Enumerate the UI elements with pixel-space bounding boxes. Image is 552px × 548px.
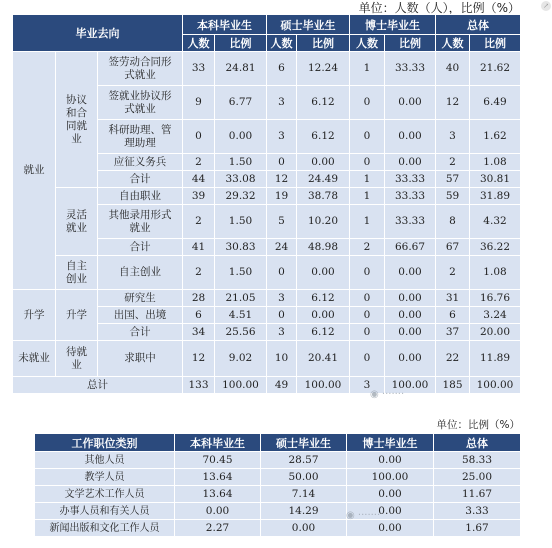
cell-value: 44: [183, 171, 215, 188]
cell-value: 0: [267, 307, 297, 324]
cell-value: 20.41: [297, 341, 350, 377]
cell-value: 22: [436, 341, 470, 377]
header-overall: 总体: [434, 434, 521, 452]
cell-value: 24.81: [215, 52, 267, 86]
cell-value: 33.33: [385, 188, 436, 205]
cell-value: 4.51: [215, 307, 267, 324]
cell-value: 1: [350, 188, 385, 205]
row-label: 研究生: [98, 290, 183, 307]
cell-value: 0: [183, 120, 215, 154]
header-group-doctor: 博士毕业生: [350, 15, 436, 35]
cell-value: 11.67: [434, 486, 521, 503]
row-label: 教学人员: [35, 469, 175, 486]
cell-value: 13.64: [175, 469, 261, 486]
table-row: [35, 452, 521, 469]
watermark-1: ◉ ·······: [370, 389, 405, 400]
cell-value: 28.57: [261, 452, 347, 469]
cell-value: 1: [350, 52, 385, 86]
subcategory-waiting: 待就业: [56, 341, 98, 377]
cell-value: 2: [350, 239, 385, 256]
share-icon[interactable]: ↗: [541, 1, 551, 11]
cell-value: 0.00: [385, 86, 436, 120]
row-label: 求职中: [98, 341, 183, 377]
cell-value: 30.81: [470, 171, 521, 188]
row-label: 合计: [98, 171, 183, 188]
cell-value: 0: [350, 256, 385, 290]
cell-value: 2: [183, 154, 215, 171]
cell-value: 3: [267, 290, 297, 307]
cell-value: 1.50: [215, 154, 267, 171]
cell-value: 33.33: [385, 205, 436, 239]
cell-value: 3.33: [434, 503, 521, 520]
header-destination: 毕业去向: [13, 15, 183, 52]
cell-value: 3: [267, 324, 297, 341]
cell-value: 30.83: [215, 239, 267, 256]
header-ratio: 比例: [385, 35, 436, 52]
cell-value: 24: [267, 239, 297, 256]
table-row: [35, 503, 521, 520]
table-row: [35, 520, 521, 537]
cell-value: 21.62: [470, 52, 521, 86]
header-doctor: 博士毕业生: [347, 434, 434, 452]
cell-value: 0.00: [385, 290, 436, 307]
row-label: 签就业协议形式就业: [98, 86, 183, 120]
cell-value: 21.05: [215, 290, 267, 307]
cell-value: 12: [267, 171, 297, 188]
cell-value: 1.50: [215, 256, 267, 290]
row-label: 合计: [98, 239, 183, 256]
unit-note-2: 单位：比例（%）: [436, 419, 520, 431]
cell-value: 0.00: [347, 503, 434, 520]
cell-value: 100.00: [297, 377, 350, 394]
cell-value: 33: [183, 52, 215, 86]
header-count: 人数: [183, 35, 215, 52]
row-label: 出国、出境: [98, 307, 183, 324]
cell-value: 1.67: [434, 520, 521, 537]
category-unemployed: 未就业: [13, 341, 56, 377]
cell-value: 70.45: [175, 452, 261, 469]
cell-value: 6: [436, 307, 470, 324]
total-label: 总计: [13, 377, 183, 394]
cell-value: 38.78: [297, 188, 350, 205]
cell-value: 0.00: [347, 452, 434, 469]
cell-value: 50.00: [261, 469, 347, 486]
cell-value: 0: [350, 120, 385, 154]
cell-value: 10: [267, 341, 297, 377]
cell-value: 0: [267, 154, 297, 171]
cell-value: 66.67: [385, 239, 436, 256]
graduate-destination-table: [12, 14, 521, 394]
cell-value: 10.20: [297, 205, 350, 239]
row-label: 自由职业: [98, 188, 183, 205]
header-group-master: 硕士毕业生: [267, 15, 350, 35]
cell-value: 58.33: [434, 452, 521, 469]
cell-value: 31.89: [470, 188, 521, 205]
cell-value: 9.02: [215, 341, 267, 377]
row-label: 应征义务兵: [98, 154, 183, 171]
cell-value: 1.08: [470, 154, 521, 171]
cell-value: 0.00: [347, 486, 434, 503]
cell-value: 48.98: [297, 239, 350, 256]
row-label: 科研助理、管理助理: [98, 120, 183, 154]
cell-value: 33.33: [385, 52, 436, 86]
cell-value: 20.00: [470, 324, 521, 341]
cell-value: 0.00: [347, 520, 434, 537]
cell-value: 3: [267, 120, 297, 154]
cell-value: 185: [436, 377, 470, 394]
header-undergrad: 本科毕业生: [175, 434, 261, 452]
header-ratio: 比例: [215, 35, 267, 52]
cell-value: 1.50: [215, 205, 267, 239]
cell-value: 100.00: [470, 377, 521, 394]
cell-value: 0: [350, 341, 385, 377]
table-row: [13, 188, 521, 205]
cell-value: 2: [436, 154, 470, 171]
cell-value: 6.12: [297, 290, 350, 307]
header-ratio: 比例: [297, 35, 350, 52]
cell-value: 0.00: [297, 256, 350, 290]
header-count: 人数: [436, 35, 470, 52]
cell-value: 0: [350, 154, 385, 171]
cell-value: 0.00: [175, 503, 261, 520]
header-ratio: 比例: [470, 35, 521, 52]
cell-value: 0.00: [385, 120, 436, 154]
cell-value: 31: [436, 290, 470, 307]
cell-value: 16.76: [470, 290, 521, 307]
cell-value: 33.33: [385, 171, 436, 188]
cell-value: 39: [183, 188, 215, 205]
cell-value: 2: [183, 256, 215, 290]
cell-value: 0.00: [385, 307, 436, 324]
category-employment: 就业: [13, 52, 56, 290]
cell-value: 0.00: [215, 120, 267, 154]
cell-value: 0.00: [385, 324, 436, 341]
cell-value: 7.14: [261, 486, 347, 503]
cell-value: 4.32: [470, 205, 521, 239]
cell-value: 11.89: [470, 341, 521, 377]
cell-value: 40: [436, 52, 470, 86]
cell-value: 5: [267, 205, 297, 239]
cell-value: 41: [183, 239, 215, 256]
cell-value: 37: [436, 324, 470, 341]
table-row: [13, 52, 521, 86]
header-job-category: 工作职位类别: [35, 434, 175, 452]
cell-value: 33.08: [215, 171, 267, 188]
job-category-table: [34, 433, 521, 537]
row-label: 签劳动合同形式就业: [98, 52, 183, 86]
cell-value: 2.27: [175, 520, 261, 537]
row-label: 合计: [98, 324, 183, 341]
watermark-2: ◉ ·······: [346, 510, 381, 521]
cell-value: 34: [183, 324, 215, 341]
cell-value: 0.00: [385, 341, 436, 377]
row-label: 新闻出版和文化工作人员: [35, 520, 175, 537]
cell-value: 6.12: [297, 324, 350, 341]
unit-note-1: 单位：人数（人），比例（%）: [358, 1, 520, 15]
cell-value: 0.00: [385, 154, 436, 171]
cell-value: 0.00: [297, 154, 350, 171]
cell-value: 1.62: [470, 120, 521, 154]
cell-value: 100.00: [385, 377, 436, 394]
cell-value: 6.49: [470, 86, 521, 120]
category-study: 升学: [13, 290, 56, 341]
cell-value: 1: [350, 205, 385, 239]
cell-value: 24.49: [297, 171, 350, 188]
cell-value: 59: [436, 188, 470, 205]
table-row: [13, 341, 521, 377]
cell-value: 13.64: [175, 486, 261, 503]
cell-value: 19: [267, 188, 297, 205]
cell-value: 0: [267, 256, 297, 290]
cell-value: 6.12: [297, 86, 350, 120]
cell-value: 28: [183, 290, 215, 307]
cell-value: 49: [267, 377, 297, 394]
cell-value: 0.00: [261, 520, 347, 537]
header-master: 硕士毕业生: [261, 434, 347, 452]
cell-value: 8: [436, 205, 470, 239]
subcategory-study: 升学: [56, 290, 98, 341]
cell-value: 12: [436, 86, 470, 120]
row-label: 办事人员和有关人员: [35, 503, 175, 520]
cell-value: 0: [350, 324, 385, 341]
header-group-overall: 总体: [436, 15, 521, 35]
cell-value: 6: [183, 307, 215, 324]
header-count: 人数: [350, 35, 385, 52]
table-row: [13, 290, 521, 307]
cell-value: 12: [183, 341, 215, 377]
row-label: 其他人员: [35, 452, 175, 469]
table-row: [35, 469, 521, 486]
cell-value: 29.32: [215, 188, 267, 205]
cell-value: 100.00: [215, 377, 267, 394]
cell-value: 100.00: [347, 469, 434, 486]
cell-value: 3: [436, 120, 470, 154]
table-row: [35, 486, 521, 503]
cell-value: 2: [183, 205, 215, 239]
subcategory-agreement: 协议和合同就业: [56, 52, 98, 188]
header-count: 人数: [267, 35, 297, 52]
cell-value: 3.24: [470, 307, 521, 324]
table-row: [13, 256, 521, 290]
cell-value: 6: [267, 52, 297, 86]
subcategory-self-employed: 自主创业: [56, 256, 98, 290]
cell-value: 14.29: [261, 503, 347, 520]
cell-value: 0: [350, 307, 385, 324]
cell-value: 25.00: [434, 469, 521, 486]
cell-value: 6.77: [215, 86, 267, 120]
header-group-undergrad: 本科毕业生: [183, 15, 267, 35]
table-row-total: [13, 377, 521, 394]
cell-value: 0: [350, 290, 385, 307]
cell-value: 36.22: [470, 239, 521, 256]
cell-value: 3: [267, 86, 297, 120]
cell-value: 133: [183, 377, 215, 394]
cell-value: 0.00: [297, 307, 350, 324]
subcategory-flexible: 灵活就业: [56, 188, 98, 256]
cell-value: 3: [350, 377, 385, 394]
cell-value: 2: [436, 256, 470, 290]
cell-value: 6.12: [297, 120, 350, 154]
cell-value: 0: [350, 86, 385, 120]
row-label: 自主创业: [98, 256, 183, 290]
cell-value: 1.08: [470, 256, 521, 290]
cell-value: 57: [436, 171, 470, 188]
cell-value: 25.56: [215, 324, 267, 341]
cell-value: 1: [350, 171, 385, 188]
cell-value: 67: [436, 239, 470, 256]
cell-value: 9: [183, 86, 215, 120]
row-label: 文学艺术工作人员: [35, 486, 175, 503]
cell-value: 0.00: [385, 256, 436, 290]
row-label: 其他录用形式就业: [98, 205, 183, 239]
cell-value: 12.24: [297, 52, 350, 86]
